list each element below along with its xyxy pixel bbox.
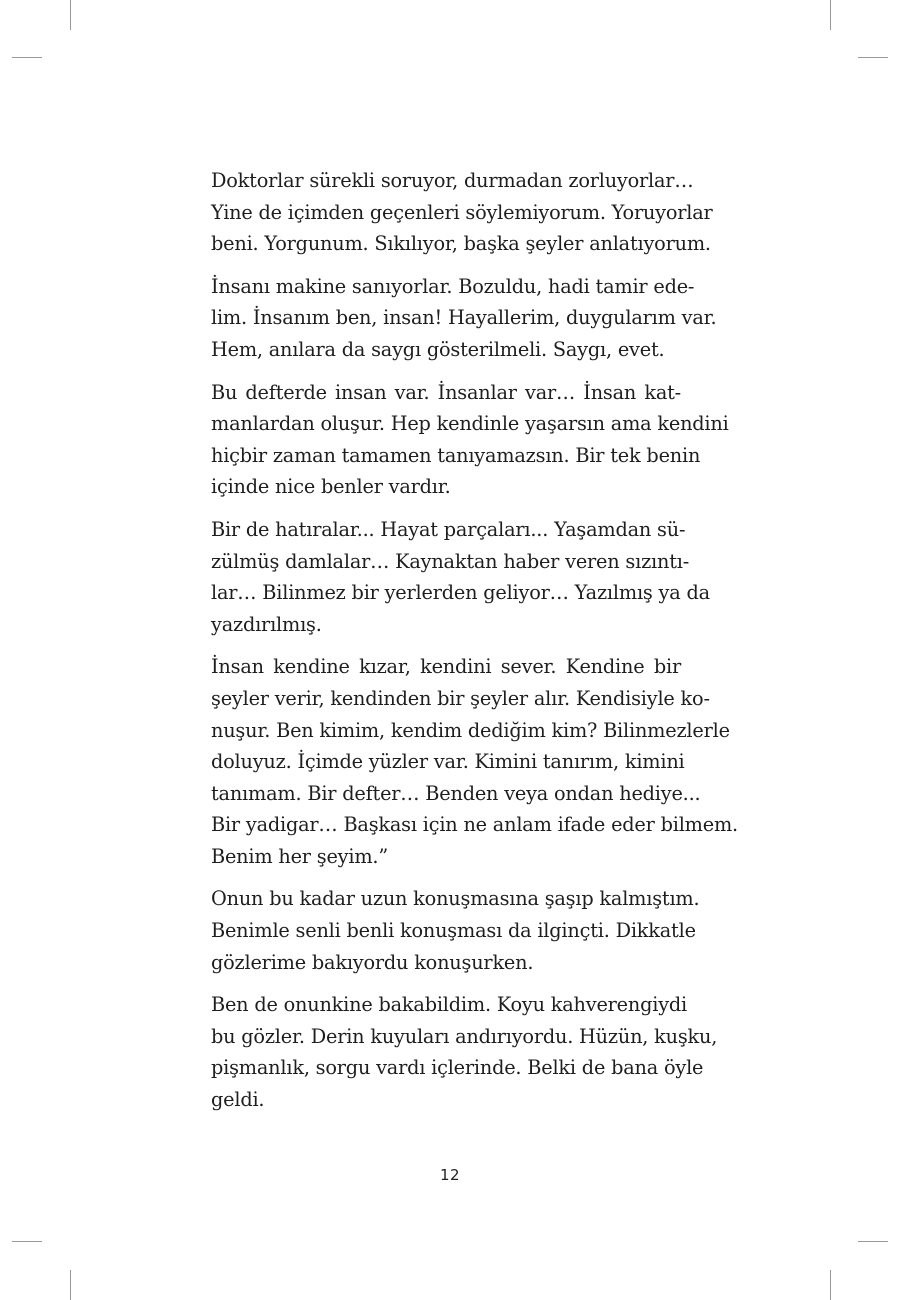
text-line: lar… Bilinmez bir yerlerden geliyor… Yazılmış ya da — [211, 581, 710, 605]
text-line: Yine de içimden geçenleri söylemiyorum. Yoruyorlar — [211, 200, 713, 224]
text-line: geldi. — [211, 1088, 265, 1112]
text-line: nuşur. Ben kimim, kendim dediğim kim? Bilinmezlerle — [211, 718, 730, 742]
text-line: Bir yadigar… Başkası için ne anlam ifade eder bilmem. — [211, 813, 738, 837]
text-line: bu gözler. Derin kuyuları andırıyordu. Hüzün, kuşku, — [211, 1024, 718, 1048]
paragraph — [183, 271, 717, 366]
paragraph — [183, 883, 700, 978]
text-line: beni. Yorgunum. Sıkılıyor, başka şeyler anlatıyorum. — [211, 232, 711, 256]
text-line: İnsan kendine kızar, kendini sever. Kendine bir — [211, 655, 681, 679]
text-line: Benimle senli benli konuşması da ilginçti. Dikkatle — [211, 919, 696, 943]
text-line: içinde nice benler vardır. — [211, 475, 451, 499]
text-line: zülmüş damlalar… Kaynaktan haber veren sızıntı- — [211, 549, 690, 573]
text-line: Bir de hatıralar... Hayat parçaları... Yaşamdan sü- — [211, 517, 686, 541]
crop-mark-bottom-right-vertical — [830, 1270, 831, 1300]
text-line: Bu defterde insan var. İnsanlar var… İnsan kat- — [211, 380, 681, 404]
text-line: yazdırılmış. — [211, 612, 322, 636]
body-text — [183, 165, 738, 1127]
paragraph — [183, 989, 718, 1115]
paragraph — [183, 514, 710, 640]
crop-mark-top-right-horizontal — [858, 57, 888, 58]
crop-mark-bottom-right-horizontal — [858, 1241, 888, 1242]
text-line: Hem, anılara da saygı gösterilmeli. Saygı, evet. — [211, 337, 665, 361]
crop-mark-top-left-horizontal — [12, 57, 42, 58]
text-line: hiçbir zaman tamamen tanıyamazsın. Bir tek benin — [211, 443, 701, 467]
text-line: şeyler verir, kendinden bir şeyler alır. Kendisiyle ko- — [211, 686, 710, 710]
text-line: doluyuz. İçimde yüzler var. Kimini tanırım, kimini — [211, 750, 685, 774]
text-line: gözlerime bakıyordu konuşurken. — [211, 950, 534, 974]
crop-mark-top-right-vertical — [830, 0, 831, 30]
text-line: Benim her şeyim.” — [211, 844, 388, 868]
text-line: tanımam. Bir defter… Benden veya ondan hediye... — [211, 781, 701, 805]
paragraph — [183, 651, 738, 872]
page-number: 12 — [439, 1166, 461, 1184]
crop-mark-bottom-left-horizontal — [12, 1241, 42, 1242]
text-line: manlardan oluşur. Hep kendinle yaşarsın ama kendini — [211, 412, 729, 436]
paragraph — [183, 165, 713, 260]
text-line: Ben de onunkine bakabildim. Koyu kahverengiydi — [211, 993, 688, 1017]
paragraph — [183, 377, 729, 503]
text-line: pişmanlık, sorgu vardı içlerinde. Belki de bana öyle — [211, 1056, 704, 1080]
crop-mark-top-left-vertical — [70, 0, 71, 30]
text-line: Onun bu kadar uzun konuşmasına şaşıp kalmıştım. — [211, 887, 700, 911]
crop-mark-bottom-left-vertical — [70, 1270, 71, 1300]
text-line: lim. İnsanım ben, insan! Hayallerim, duygularım var. — [211, 306, 717, 330]
text-line: Doktorlar sürekli soruyor, durmadan zorluyorlar… — [211, 169, 694, 192]
text-line: İnsanı makine sanıyorlar. Bozuldu, hadi tamir ede- — [211, 274, 695, 298]
